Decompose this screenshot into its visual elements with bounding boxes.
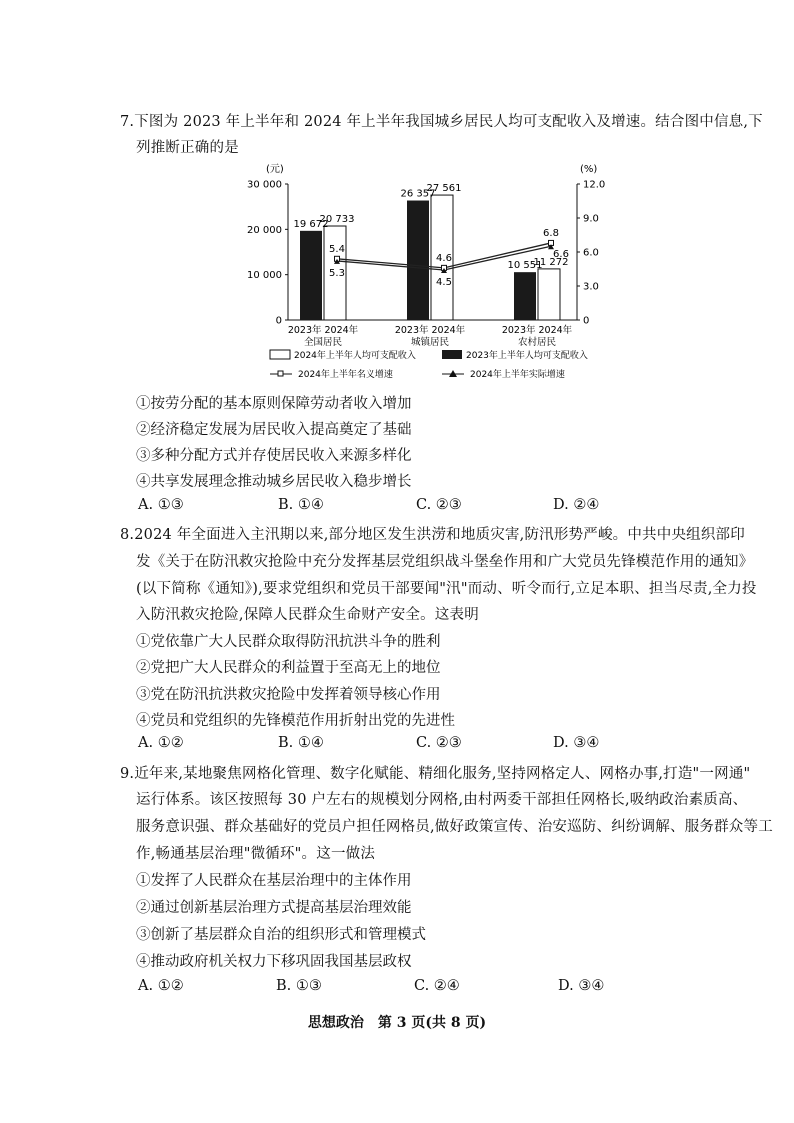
bar-2023-value-label: 19 672 [293, 218, 329, 230]
legend-2023-label: 2023年上半年人均可支配收入 [466, 351, 588, 361]
q8-choice-a[interactable]: A. ①② [138, 735, 184, 751]
legend-nominal-label: 2024年上半年名义增速 [298, 370, 393, 380]
left-tick-label: 20 000 [247, 224, 282, 236]
legend-2024-label: 2024年上半年人均可支配收入 [294, 351, 416, 361]
right-tick-label: 3.0 [583, 281, 599, 293]
category-labels [288, 324, 573, 348]
real-growth-label: 5.3 [329, 267, 345, 279]
q8-choice-c[interactable]: C. ②③ [416, 735, 462, 751]
right-tick-label: 0 [583, 315, 590, 327]
q8-stem-line1: 8.2024 年全面进入主汛期以来,部分地区发生洪涝和地质灾害,防汛形势严峻。中共中央组织部印 [120, 527, 745, 543]
left-tick-label: 10 000 [247, 270, 282, 282]
q9-choice-a[interactable]: A. ①② [138, 978, 184, 994]
right-unit-label: (%) [580, 164, 598, 175]
q8-option-4: ④党员和党组织的先锋模范作用折射出党的先进性 [136, 713, 455, 729]
right-tick-label: 9.0 [583, 213, 599, 225]
q9-option-1: ①发挥了人民群众在基层治理中的主体作用 [136, 873, 412, 889]
legend-swatch-2024 [270, 350, 290, 359]
page-footer: 思想政治 第 3 页(共 8 页) [307, 1015, 487, 1031]
q8-option-2: ②党把广大人民群众的利益置于至高无上的地位 [136, 660, 441, 676]
q7-option-2: ②经济稳定发展为居民收入提高奠定了基础 [136, 422, 412, 438]
legend-nominal-marker [278, 371, 283, 376]
q8-stem-line3: (以下简称《通知》),要求党组织和党员干部要闻"汛"而动、听令而行,立足本职、担当尽责,全力投 [136, 581, 757, 597]
q9-stem-line4: 作,畅通基层治理"微循环"。这一做法 [136, 846, 376, 862]
real-growth-label: 4.5 [436, 277, 452, 288]
left-tick-label: 30 000 [247, 179, 282, 191]
bar-2024-value-label: 27 561 [426, 183, 462, 195]
category-years-label: 2023年 2024年 [394, 325, 466, 336]
real-growth-label: 6.6 [553, 249, 569, 261]
bar-2023 [300, 231, 322, 320]
legend-swatch-2023 [442, 350, 462, 359]
right-tick-label: 6.0 [583, 247, 599, 259]
q9-choice-c[interactable]: C. ②④ [414, 978, 460, 994]
bar-2023-value-label: 26 357 [400, 188, 436, 200]
nominal-growth-label: 5.4 [329, 243, 345, 255]
right-tick-label: 12.0 [583, 179, 606, 191]
q9-stem-line1: 9.近年来,某地聚焦网格化管理、数字化赋能、精细化服务,坚持网格定人、网格办事,打造"一网通" [120, 766, 751, 782]
q9-choice-d[interactable]: D. ③④ [558, 978, 605, 994]
bar-2023 [407, 201, 429, 320]
q8-choice-b[interactable]: B. ①④ [278, 735, 324, 751]
income-chart [240, 160, 640, 390]
category-name-label: 农村居民 [517, 337, 557, 348]
q7-choice-d[interactable]: D. ②④ [553, 497, 600, 513]
q8-stem-line2: 发《关于在防汛救灾抢险中充分发挥基层党组织战斗堡垒作用和广大党员先锋模范作用的通知》 [136, 554, 754, 570]
category-years-label: 2023年 2024年 [501, 325, 573, 336]
q9-option-2: ②通过创新基层治理方式提高基层治理效能 [136, 900, 412, 916]
q9-option-4: ④推动政府机关权力下移巩固我国基层政权 [136, 954, 412, 970]
q7-option-3: ③多种分配方式并存使居民收入来源多样化 [136, 448, 412, 464]
bar-2024-value-label: 20 733 [319, 214, 355, 226]
q9-option-3: ③创新了基层群众自治的组织形式和管理模式 [136, 927, 426, 943]
bar-2023 [514, 272, 536, 320]
q7-stem-line2: 列推断正确的是 [136, 140, 239, 156]
q7-option-4: ④共享发展理念推动城乡居民收入稳步增长 [136, 474, 412, 490]
category-years-label: 2023年 2024年 [287, 325, 359, 336]
legend [270, 349, 588, 380]
q8-choice-d[interactable]: D. ③④ [553, 735, 600, 751]
nominal-growth-label: 6.8 [543, 227, 559, 239]
legend-real-label: 2024年上半年实际增速 [470, 370, 565, 380]
q7-choice-c[interactable]: C. ②③ [416, 497, 462, 513]
q9-choice-b[interactable]: B. ①③ [276, 978, 322, 994]
q9-stem-line2: 运行体系。该区按照每 30 户左右的规模划分网格,由村两委干部担任网格长,吸纳政治素质高、 [136, 792, 748, 808]
left-unit-label: (元) [266, 164, 284, 175]
q8-stem-line4: 入防汛救灾抢险,保障人民群众生命财产安全。这表明 [136, 607, 479, 623]
q8-option-3: ③党在防汛抗洪救灾抢险中发挥着领导核心作用 [136, 687, 441, 703]
q7-choice-a[interactable]: A. ①③ [138, 497, 184, 513]
category-name-label: 城镇居民 [410, 337, 450, 348]
right-ticks [577, 180, 605, 327]
q7-option-1: ①按劳分配的基本原则保障劳动者收入增加 [136, 396, 412, 412]
left-ticks [247, 180, 288, 327]
nominal-growth-label: 4.6 [436, 252, 452, 264]
bar-2024 [538, 269, 560, 320]
category-name-label: 全国居民 [303, 337, 343, 348]
q9-stem-line3: 服务意识强、群众基础好的党员户担任网格员,做好政策宣传、治安巡防、纠纷调解、服务群众等工 [136, 819, 773, 835]
q7-stem-line1: 7.下图为 2023 年上半年和 2024 年上半年我国城乡居民人均可支配收入及增速。结合图中信息,下 [120, 114, 763, 130]
bar-2024-value-label: 11 272 [533, 256, 569, 268]
bar-2023-value-label: 10 551 [507, 260, 543, 272]
q7-choice-b[interactable]: B. ①④ [278, 497, 324, 513]
left-tick-label: 0 [275, 315, 282, 327]
q8-option-1: ①党依靠广大人民群众取得防汛抗洪斗争的胜利 [136, 634, 441, 650]
